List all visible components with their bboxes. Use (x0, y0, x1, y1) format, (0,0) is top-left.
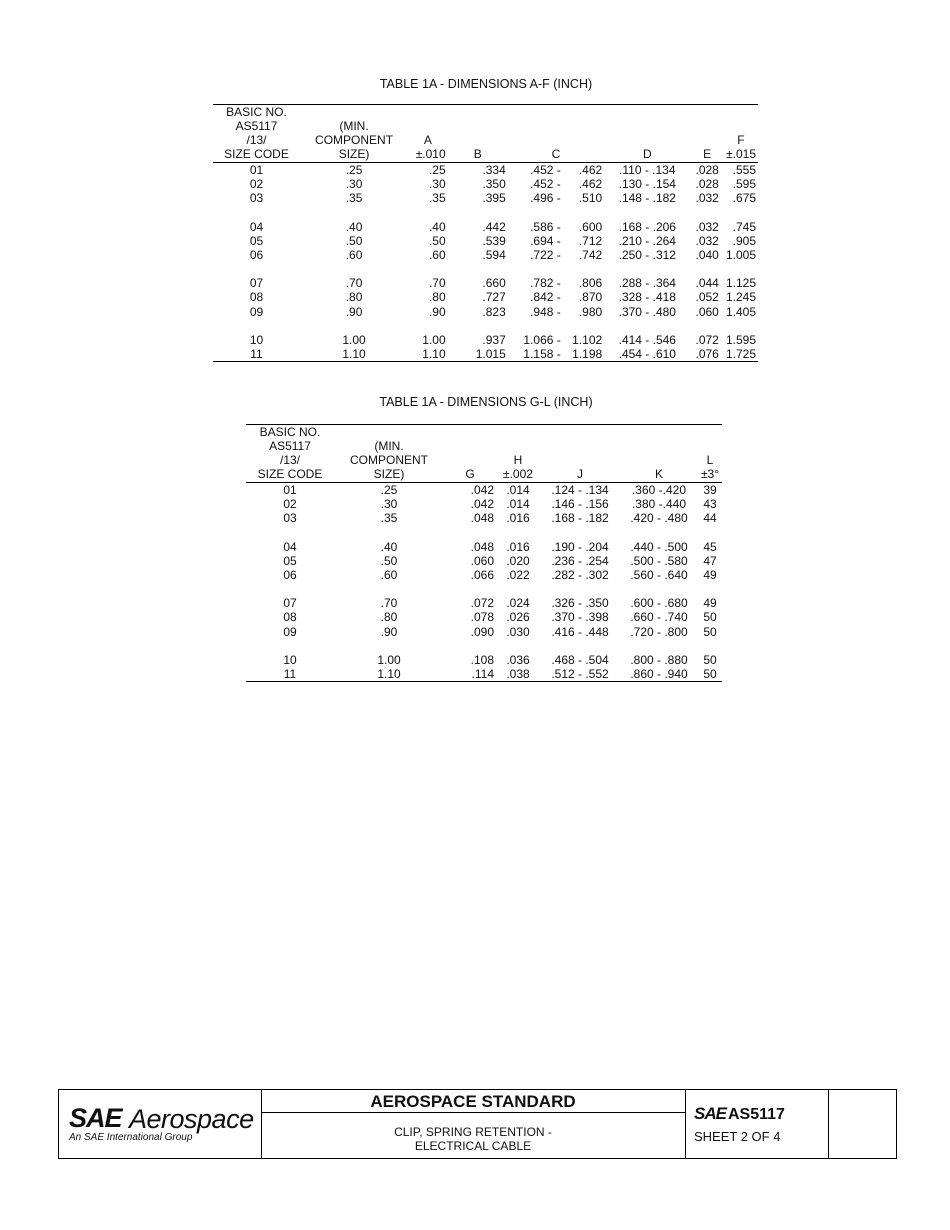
cell-k: .560 - .640 (630, 568, 688, 583)
cell-f: .555 (732, 163, 756, 177)
cell-j: .468 - .504 (551, 652, 609, 667)
sae-mark: SAE (694, 1104, 726, 1123)
table-row (246, 625, 722, 639)
cell-min: .80 (380, 610, 398, 625)
cell-min: .60 (345, 248, 363, 263)
cell-l: 43 (703, 497, 717, 512)
cell-b: .350 (482, 177, 506, 192)
cell-l: 49 (703, 596, 717, 611)
logo-sae-text: SAE (69, 1103, 122, 1133)
cell-size: 10 (283, 652, 297, 667)
cell-d: .370 - .480 (618, 304, 676, 319)
cell-a: .70 (428, 276, 446, 291)
col-header-c: C (508, 105, 604, 163)
cell-a: .50 (428, 233, 446, 248)
cell-b: .937 (482, 332, 506, 347)
cell-k: .660 - .740 (630, 610, 688, 625)
table-row (246, 610, 722, 624)
cell-d: .110 - .134 (619, 163, 676, 177)
cell-j: .124 - .134 (551, 483, 609, 497)
table-row (213, 305, 758, 319)
cell-d: .168 - .206 (618, 219, 676, 234)
cell-f: .905 (732, 233, 756, 248)
cell-e: .032 (695, 191, 719, 206)
cell-e: .040 (695, 248, 719, 263)
cell-size: 07 (283, 596, 297, 611)
cell-size: 09 (283, 624, 297, 639)
cell-f: .595 (732, 177, 756, 192)
cell-min: .90 (345, 304, 363, 319)
cell-k: .440 - .500 (630, 539, 688, 554)
cell-g: .060 (470, 553, 494, 568)
cell-e: .032 (695, 219, 719, 234)
cell-c: .586 - (530, 219, 561, 234)
cell-h: .026 (506, 610, 530, 625)
cell-min: .30 (345, 177, 363, 192)
cell-c: .980 (578, 304, 603, 319)
standard-label: AEROSPACE STANDARD (261, 1090, 685, 1113)
cell-h: .022 (506, 568, 530, 583)
cell-b: .442 (482, 219, 506, 234)
cell-size: 03 (283, 511, 297, 526)
cell-a: .25 (428, 163, 446, 177)
title-block (58, 1089, 897, 1159)
cell-min: 1.00 (377, 652, 401, 667)
cell-min: .70 (380, 596, 398, 611)
cell-a: 1.00 (422, 332, 446, 347)
cell-j: .282 - .302 (551, 568, 609, 583)
table-row (246, 667, 722, 682)
cell-b: .395 (482, 191, 506, 206)
col-header-g: G (444, 425, 496, 483)
table-header (213, 105, 758, 163)
table-row (246, 582, 722, 610)
cell-j: .146 - .156 (551, 497, 609, 512)
cell-c: .870 (578, 290, 603, 305)
cell-k: .420 - .480 (630, 511, 688, 526)
cell-h: .038 (496, 667, 540, 682)
cell-min: .25 (380, 483, 398, 497)
cell-c: .722 - (530, 248, 561, 263)
cell-k: .360 -.420 (631, 483, 687, 497)
cell-a: .90 (428, 304, 446, 319)
sae-aerospace-logo (59, 1090, 262, 1158)
table-row (213, 163, 758, 178)
cell-size: 06 (249, 248, 264, 263)
cell-f: 1.725 (724, 347, 758, 362)
cell-h: .030 (506, 624, 530, 639)
cell-size: 09 (249, 304, 264, 319)
cell-size: 02 (249, 177, 264, 192)
cell-size: 05 (249, 233, 264, 248)
cell-d: .328 - .418 (618, 290, 676, 305)
cell-l: 44 (703, 511, 717, 526)
cell-l: 49 (703, 568, 717, 583)
cell-c: .782 - (530, 276, 561, 291)
cell-b: .594 (482, 248, 506, 263)
cell-c: .806 (578, 276, 603, 291)
cell-min: .50 (380, 553, 398, 568)
col-header-h: H ±.002 (496, 425, 540, 483)
cell-c: .462 (578, 177, 603, 192)
cell-h: .014 (506, 497, 530, 512)
col-header-e: E (690, 105, 724, 163)
table-row (213, 206, 758, 234)
table-row (246, 497, 722, 511)
table-row (213, 347, 758, 362)
cell-min: 1.00 (342, 332, 366, 347)
cell-c: .842 - (530, 290, 561, 305)
cell-h: .014 (506, 483, 530, 497)
cell-j: .512 - .552 (540, 667, 620, 682)
table-row (213, 319, 758, 347)
cell-f: 1.595 (725, 332, 756, 347)
cell-a: .40 (428, 219, 446, 234)
cell-c: .462 (578, 163, 603, 177)
cell-d: .148 - .182 (618, 191, 676, 206)
cell-c: 1.198 (563, 347, 604, 362)
cell-min: 1.10 (334, 667, 444, 682)
cell-min: .60 (380, 568, 398, 583)
table-row (213, 177, 758, 191)
cell-e: .028 (695, 177, 719, 192)
cell-min: .40 (345, 219, 363, 234)
table-row (246, 526, 722, 554)
cell-b: .727 (482, 290, 506, 305)
table-row (246, 639, 722, 667)
cell-e: .052 (695, 290, 719, 305)
cell-min: .70 (345, 276, 363, 291)
col-header-f: F ±.015 (724, 105, 758, 163)
table-row (213, 191, 758, 205)
cell-a: .60 (428, 248, 446, 263)
cell-min: .80 (345, 290, 363, 305)
cell-size: 02 (283, 497, 297, 512)
cell-min: 1.10 (300, 347, 408, 362)
table-row (213, 262, 758, 290)
cell-a: .35 (428, 191, 446, 206)
document-title: CLIP, SPRING RETENTION - ELECTRICAL CABLE (394, 1125, 552, 1153)
table-header (246, 425, 722, 483)
cell-min: .35 (345, 191, 363, 206)
cell-k: .500 - .580 (630, 553, 688, 568)
table-row (213, 234, 758, 248)
cell-j: .416 - .448 (551, 624, 609, 639)
cell-k: .800 - .880 (630, 652, 688, 667)
cell-g: .114 (444, 667, 496, 682)
cell-l: 50 (703, 624, 717, 639)
cell-j: .168 - .182 (551, 511, 609, 526)
cell-l: 47 (703, 553, 717, 568)
cell-j: .370 - .398 (551, 610, 609, 625)
cell-g: .042 (470, 497, 494, 512)
cell-h: .016 (506, 539, 530, 554)
cell-f: 1.245 (725, 290, 756, 305)
cell-size: 05 (283, 553, 297, 568)
cell-b: 1.015 (448, 347, 508, 362)
cell-min: .90 (380, 624, 398, 639)
cell-c: .948 - (530, 304, 561, 319)
cell-size: 11 (246, 667, 334, 682)
col-header-j: J (540, 425, 620, 483)
cell-size: 11 (213, 347, 300, 362)
cell-h: .036 (506, 652, 530, 667)
logo-aerospace-text: Aerospace (129, 1104, 254, 1134)
cell-b: .539 (482, 233, 506, 248)
cell-l: 45 (703, 539, 717, 554)
cell-size: 06 (283, 568, 297, 583)
cell-e: .072 (695, 332, 719, 347)
col-header-b: B (448, 105, 508, 163)
col-header-basic-no: BASIC NO. AS5117 /13/ SIZE CODE (246, 425, 334, 483)
cell-d: .454 - .610 (604, 347, 690, 362)
cell-size: 08 (249, 290, 264, 305)
table-af (213, 104, 758, 362)
cell-c: .712 (578, 233, 603, 248)
cell-c: 1.102 (572, 332, 603, 347)
cell-size: 03 (249, 191, 264, 206)
cell-size: 07 (249, 276, 264, 291)
table-row (213, 248, 758, 262)
cell-c: .694 - (530, 233, 561, 248)
cell-l: 50 (703, 652, 717, 667)
cell-b: .660 (482, 276, 506, 291)
cell-size: 04 (283, 539, 297, 554)
cell-a: 1.10 (408, 347, 448, 362)
cell-h: .016 (506, 511, 530, 526)
cell-k: .720 - .800 (630, 624, 688, 639)
cell-j: .190 - .204 (551, 539, 609, 554)
cell-c: .742 (578, 248, 603, 263)
cell-g: .048 (470, 511, 494, 526)
cell-k: .600 - .680 (630, 596, 688, 611)
cell-g: .078 (470, 610, 494, 625)
cell-g: .090 (470, 624, 494, 639)
cell-g: .066 (470, 568, 494, 583)
cell-e: .028 (695, 163, 719, 177)
col-header-l: L ±3° (698, 425, 722, 483)
cell-g: .108 (470, 652, 494, 667)
cell-b: .334 (482, 163, 506, 177)
cell-a: .80 (428, 290, 446, 305)
sheet-number: SHEET 2 OF 4 (694, 1129, 781, 1144)
table-af-caption: TABLE 1A - DIMENSIONS A-F (INCH) (379, 77, 593, 91)
cell-b: .823 (482, 304, 506, 319)
cell-d: .288 - .364 (618, 276, 676, 291)
cell-c: .600 (578, 219, 603, 234)
cell-e: .032 (695, 233, 719, 248)
cell-min: .50 (345, 233, 363, 248)
cell-d: .414 - .546 (618, 332, 676, 347)
col-header-min-component-size: (MIN. COMPONENT SIZE) (300, 105, 408, 163)
cell-c: .496 - (530, 191, 561, 206)
cell-d: .250 - .312 (618, 248, 676, 263)
col-header-min-component-size: (MIN. COMPONENT SIZE) (334, 425, 444, 483)
cell-size: 10 (249, 332, 264, 347)
cell-e: .076 (690, 347, 724, 362)
cell-min: .30 (380, 497, 398, 512)
cell-a: .30 (428, 177, 446, 192)
cell-f: .675 (732, 191, 756, 206)
cell-f: .745 (732, 219, 756, 234)
col-header-a: A ±.010 (408, 105, 448, 163)
table-row (246, 483, 722, 498)
cell-e: .044 (695, 276, 719, 291)
cell-j: .326 - .350 (551, 596, 609, 611)
document-number-cell (685, 1090, 829, 1158)
cell-l: 50 (703, 610, 717, 625)
cell-min: .40 (380, 539, 398, 554)
col-header-d: D (604, 105, 690, 163)
logo-tagline: An SAE International Group (69, 1132, 193, 1143)
cell-min: .35 (380, 511, 398, 526)
cell-d: .210 - .264 (618, 233, 676, 248)
cell-c: .452 - (530, 163, 561, 177)
cell-k: .380 -.440 (631, 497, 687, 512)
cell-l: 50 (698, 667, 722, 682)
cell-h: .024 (506, 596, 530, 611)
table-row (246, 554, 722, 568)
table-row (246, 568, 722, 582)
cell-c: 1.158 - (508, 347, 563, 362)
cell-l: 39 (703, 483, 717, 497)
col-header-basic-no: BASIC NO. AS5117 /13/ SIZE CODE (213, 105, 300, 163)
col-header-k: K (620, 425, 698, 483)
cell-min: .25 (345, 163, 363, 177)
cell-e: .060 (695, 304, 719, 319)
cell-d: .130 - .154 (618, 177, 676, 192)
cell-c: .452 - (530, 177, 561, 192)
cell-h: .020 (506, 553, 530, 568)
table-row (246, 511, 722, 525)
cell-g: .042 (470, 483, 494, 497)
cell-c: .510 (578, 191, 603, 206)
cell-f: 1.405 (725, 304, 756, 319)
cell-f: 1.125 (725, 276, 756, 291)
cell-k: .860 - .940 (620, 667, 698, 682)
cell-j: .236 - .254 (551, 553, 609, 568)
title-cell (261, 1090, 686, 1158)
cell-size: 01 (283, 483, 297, 497)
cell-f: 1.005 (725, 248, 756, 263)
cell-g: .072 (470, 596, 494, 611)
document-number: SAE AS5117 (694, 1104, 785, 1123)
cell-c: 1.066 - (523, 332, 561, 347)
table-row (213, 290, 758, 304)
cell-g: .048 (470, 539, 494, 554)
table-gl (246, 424, 722, 682)
table-gl-caption: TABLE 1A - DIMENSIONS G-L (INCH) (379, 395, 593, 409)
cell-size: 01 (249, 163, 264, 177)
cell-size: 08 (283, 610, 297, 625)
cell-size: 04 (249, 219, 264, 234)
